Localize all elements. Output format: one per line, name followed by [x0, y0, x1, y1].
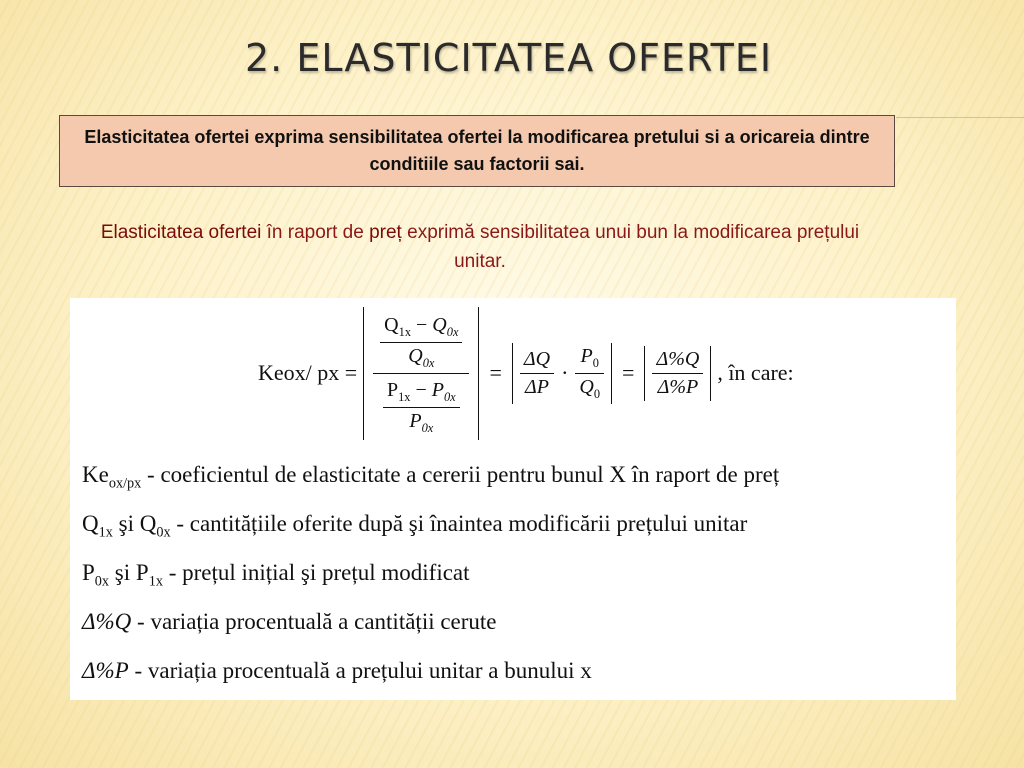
elasticity-formula	[258, 306, 794, 440]
decorative-line	[896, 117, 1024, 118]
subtitle-text-1: în raport de	[261, 222, 370, 243]
formula-main-denominator	[376, 376, 467, 436]
symbol-definitions	[82, 450, 952, 695]
formula-p-fraction: $\frac{P_{1x} - P_{0x}}{P_{0x}}$	[383, 379, 460, 436]
formula-q-fraction: $\frac{Q_{1x} - Q_{0x}}{Q_{0x}}$	[380, 314, 462, 371]
formula-main-numerator	[373, 311, 469, 371]
formula-equals-1: =	[489, 360, 502, 385]
definition-item: $Q_{1x}$ şi $Q_{0x}$ - cantitățiile oferite după şi înaintea modificării prețului unitar	[82, 511, 748, 541]
formula-abs-2	[512, 343, 612, 404]
formula-dot: ·	[561, 360, 569, 385]
formula-equals-2: =	[622, 360, 635, 385]
subtitle	[80, 218, 880, 276]
subtitle-term: Elasticitatea ofertei	[100, 222, 262, 243]
formula-tail: , în care:	[717, 360, 794, 385]
definition-item: Δ%Q - variația procentuală a cantității cerute	[82, 609, 497, 634]
definition-item: Δ%P - variația procentuală a prețului unitar a bunului x	[82, 658, 592, 683]
formula-abs-3	[644, 346, 711, 401]
formula-delta-fraction: $\frac{\Delta Q}{\Delta P}$	[520, 348, 554, 399]
formula-main-fraction	[373, 311, 469, 436]
definition-box: Elasticitatea ofertei exprima sensibilitatea ofertei la modificarea pretului si a oricareia dintre conditiile sau factorii sai.	[59, 115, 895, 187]
subtitle-term-2: preț	[369, 222, 402, 243]
definition-item: $P_{0x}$ şi $P_{1x}$ - prețul inițial şi prețul modificat	[82, 560, 470, 590]
slide-title: 2. ELASTICITATEA OFERTEI	[245, 36, 773, 80]
formula-lhs: Keox/ px =	[258, 360, 358, 385]
formula-panel	[70, 298, 956, 700]
subtitle-text-2: exprimă sensibilitatea unui bun la modificarea prețului unitar.	[401, 222, 860, 272]
formula-abs-1	[363, 307, 479, 440]
definition-item: $Ke_{ox/px}$ - coeficientul de elasticitate a cererii pentru bunul X în raport de preț	[82, 462, 780, 492]
formula-ratio-fraction: $\frac{P_0}{Q_0}$	[575, 345, 604, 402]
formula-percent-fraction: $\frac{\Delta\%Q}{\Delta\%P}$	[652, 348, 703, 399]
